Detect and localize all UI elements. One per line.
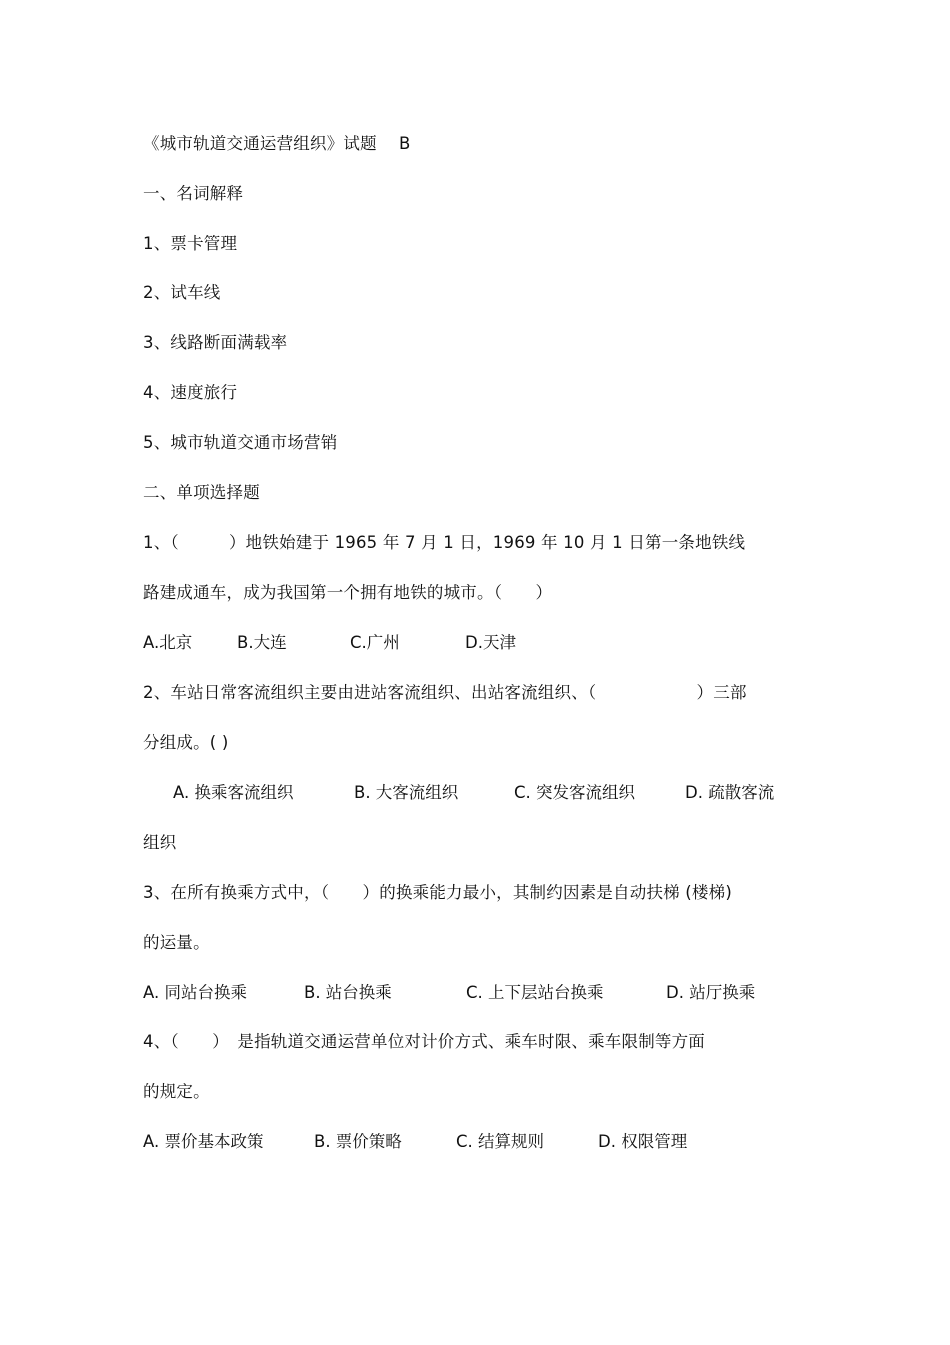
term-item: 3、线路断面满载率 (143, 333, 288, 352)
question-1-line-2: 路建成通车，成为我国第一个拥有地铁的城市。（ ） (143, 583, 553, 602)
term-item: 2、试车线 (143, 283, 221, 302)
question-2-line-2: 分组成。( ) (143, 733, 229, 752)
q1-option-c: C.广州 (350, 633, 400, 652)
question-3-line-2: 的运量。 (143, 933, 210, 952)
q2-option-b: B. 大客流组织 (354, 783, 459, 802)
q3-option-a: A. 同站台换乘 (143, 983, 247, 1002)
q1-option-a: A.北京 (143, 633, 193, 652)
q4-option-b: B. 票价策略 (314, 1132, 402, 1151)
q1-option-d: D.天津 (465, 633, 516, 652)
q3-option-c: C. 上下层站台换乘 (466, 983, 604, 1002)
question-2-line-1: 2、车站日常客流组织主要由进站客流组织、出站客流组织、（ ）三部 (143, 683, 747, 702)
q4-option-a: A. 票价基本政策 (143, 1132, 264, 1151)
question-4-line-1: 4、（ ） 是指轨道交通运营单位对计价方式、乘车时限、乘车限制等方面 (143, 1032, 705, 1051)
q2-option-d-continued: 组织 (143, 833, 177, 852)
q4-option-c: C. 结算规则 (456, 1132, 545, 1151)
question-3-line-1: 3、在所有换乘方式中，（ ）的换乘能力最小，其制约因素是自动扶梯 (楼梯) (143, 883, 732, 902)
term-item: 4、速度旅行 (143, 383, 238, 402)
term-item: 1、票卡管理 (143, 234, 238, 253)
q3-option-d: D. 站厅换乘 (666, 983, 756, 1002)
q2-option-c: C. 突发客流组织 (514, 783, 636, 802)
q4-option-d: D. 权限管理 (598, 1132, 688, 1151)
question-4-line-2: 的规定。 (143, 1082, 210, 1101)
q1-option-b: B.大连 (237, 633, 287, 652)
q2-option-d: D. 疏散客流 (685, 783, 775, 802)
q2-option-a: A. 换乘客流组织 (173, 783, 294, 802)
q3-option-b: B. 站台换乘 (304, 983, 392, 1002)
section-heading-terms: 一、名词解释 (143, 184, 244, 203)
question-1-line-1: 1、（ ）地铁始建于 1965 年 7 月 1 日，1969 年 10 月 1 日第一条地铁线 (143, 533, 746, 552)
document-title: 《城市轨道交通运营组织》试题 B (143, 134, 411, 153)
section-heading-choice: 二、单项选择题 (143, 483, 260, 502)
term-item: 5、城市轨道交通市场营销 (143, 433, 338, 452)
